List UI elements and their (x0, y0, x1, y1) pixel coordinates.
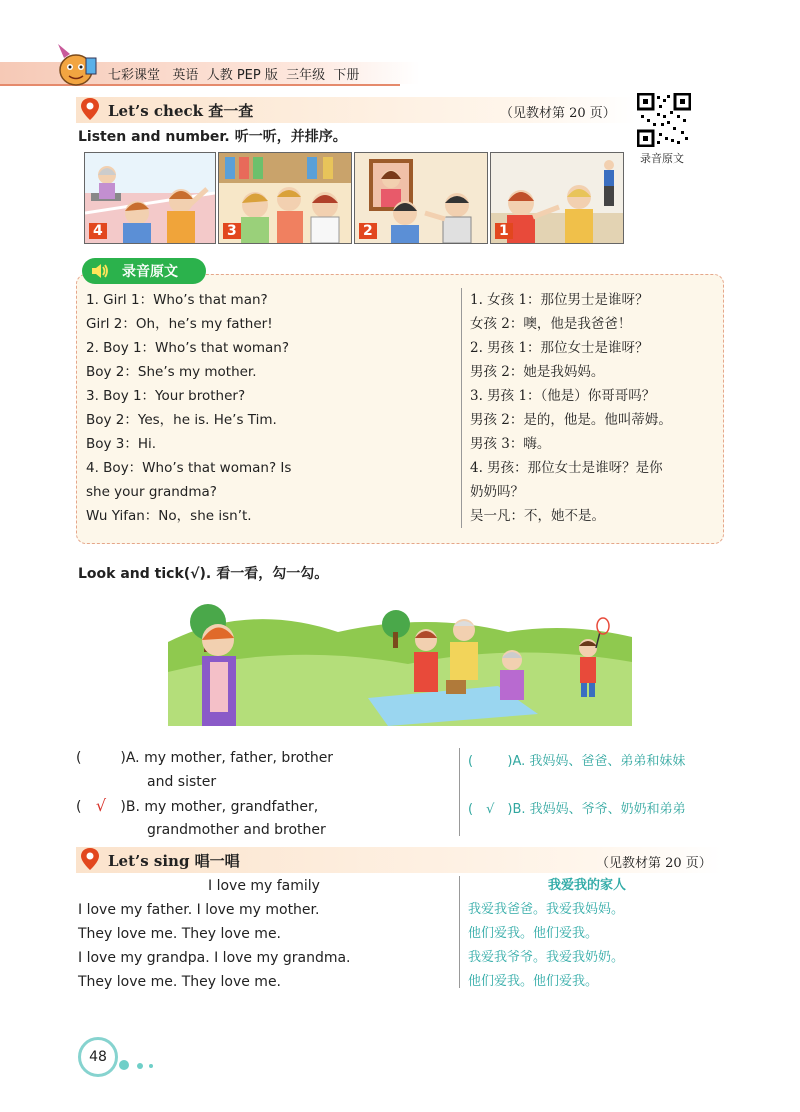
check-instruction-en: Listen and number. (78, 129, 230, 145)
tick-instruction-zh: 看一看，勾一勾。 (216, 566, 329, 582)
option-a-line1: my mother, father, brother (144, 750, 334, 766)
header-grade: 三年级 (286, 68, 326, 83)
speaker-icon (90, 262, 110, 284)
option-b-bracket-close: ) (120, 799, 126, 815)
transcript-divider (461, 288, 462, 528)
transcript-line-en: Boy 2：Yes，he is. He’s Tim. (86, 412, 277, 428)
song-lines-zh (468, 898, 624, 994)
transcript-line-en: Wu Yifan：No，she isn’t. (86, 508, 252, 524)
picture-grandma (84, 152, 216, 244)
transcript-line-zh: 男孩 3：嗨。 (470, 436, 551, 452)
picture-mother (354, 152, 488, 244)
option-b-en (76, 794, 318, 819)
option-a-bracket-close: ) (120, 750, 126, 766)
picture-number: 4 (89, 223, 107, 239)
mascot-icon (50, 40, 102, 92)
qr-label: 录音原文 (640, 152, 684, 165)
transcript-line-zh: 3. 男孩 1：（他是）你哥哥吗？ (470, 388, 656, 404)
picture-brother (218, 152, 352, 244)
location-pin-icon (80, 847, 100, 875)
transcript-line-en: Girl 2：Oh，he’s my father! (86, 316, 273, 332)
song-line-en: They love me. They love me. (78, 926, 282, 942)
song-title-zh: 我爱我的家人 (548, 878, 627, 893)
song-line-zh: 他们爱我。他们爱我。 (468, 926, 599, 941)
option-b-zh (468, 798, 686, 817)
transcript-zh (470, 288, 672, 528)
transcript-line-zh: 女孩 2：噢，他是我爸爸！ (470, 316, 632, 332)
header-subject: 英语 (172, 68, 199, 83)
option-b-line1: my mother, grandfather, (144, 799, 319, 815)
option-b-line2: grandmother and brother (147, 822, 326, 838)
header-edition: 人教 PEP 版 (206, 68, 278, 83)
option-a-label: A. (125, 750, 140, 766)
song-title-en: I love my family (208, 878, 320, 894)
check-section-ref: （见教材第 20 页） (500, 106, 616, 121)
transcript-tag (82, 258, 206, 284)
transcript-line-zh: 2. 男孩 1：那位女士是谁呀？ (470, 340, 649, 356)
transcript-line-en: Boy 2：She’s my mother. (86, 364, 257, 380)
song-line-zh: 我爱我爸爸。我爱我妈妈。 (468, 902, 625, 917)
picture-number: 1 (495, 223, 513, 239)
song-line-zh: 我爱我爷爷。我爱我奶奶。 (468, 950, 625, 965)
song-line-en: They love me. They love me. (78, 974, 282, 990)
transcript-line-zh: 吴一凡：不，她不是。 (470, 508, 605, 524)
page-dots-icon (118, 1056, 158, 1075)
sing-section-title: Let’s sing 唱一唱 (108, 852, 240, 870)
location-pin-icon (80, 97, 100, 125)
transcript-line-zh: 1. 女孩 1：那位男士是谁呀？ (470, 292, 649, 308)
song-lines-en (78, 898, 351, 994)
option-a-bracket-open: ( (76, 750, 82, 766)
check-instruction-zh: 听一听，并排序。 (234, 129, 347, 145)
song-line-en: I love my grandpa. I love my grandma. (78, 950, 351, 966)
transcript-line-zh: 奶奶吗？ (470, 484, 524, 500)
option-b-zh-bracket-open: ( (468, 802, 474, 817)
option-b-label: B. (125, 799, 140, 815)
tick-instruction (78, 563, 328, 583)
header-series: 七彩课堂 (108, 68, 161, 83)
transcript-line-en: 3. Boy 1：Your brother? (86, 388, 246, 404)
option-b-zh-text: B. 我妈妈、爷爷、奶奶和弟弟 (512, 802, 686, 817)
transcript-tag-label: 录音原文 (122, 264, 178, 280)
picture-number: 3 (223, 223, 241, 239)
picture-father (490, 152, 624, 244)
song-line-zh: 他们爱我。他们爱我。 (468, 974, 599, 989)
picture-number: 2 (359, 223, 377, 239)
transcript-line-zh: 男孩 2：是的，他是。他叫蒂姆。 (470, 412, 672, 428)
option-b-bracket-open: ( (76, 799, 82, 815)
options-divider (459, 748, 460, 836)
transcript-line-en: 1. Girl 1：Who’s that man? (86, 292, 268, 308)
transcript-en (86, 288, 291, 528)
option-a-zh (468, 750, 685, 769)
option-a-zh-text: A. 我妈妈、爸爸、弟弟和妹妹 (512, 754, 686, 769)
header-text (108, 64, 359, 83)
page-number: 48 (78, 1037, 118, 1077)
option-b-tick[interactable]: √ (95, 796, 107, 815)
qr-code-icon[interactable] (637, 93, 691, 147)
option-a-zh-bracket-close: ) (507, 754, 513, 769)
transcript-line-en: 2. Boy 1：Who’s that woman? (86, 340, 289, 356)
transcript-line-zh: 男孩 2：她是我妈妈。 (470, 364, 605, 380)
check-section-title: Let’s check 查一查 (108, 102, 254, 120)
family-picnic-illustration (168, 602, 632, 726)
option-b-zh-tick: √ (486, 802, 495, 817)
song-line-en: I love my father. I love my mother. (78, 902, 320, 918)
sing-section-ref: （见教材第 20 页） (596, 856, 712, 871)
header-volume: 下册 (333, 68, 360, 83)
option-b-zh-bracket-close: ) (507, 802, 513, 817)
transcript-line-zh: 4. 男孩：那位女士是谁呀？是你 (470, 460, 663, 476)
song-divider (459, 876, 460, 988)
option-a-en (76, 746, 333, 770)
transcript-line-en: she your grandma? (86, 484, 217, 500)
check-instruction (78, 126, 347, 146)
option-a-line2: and sister (147, 774, 217, 790)
option-a-zh-bracket-open: ( (468, 754, 474, 769)
transcript-line-en: 4. Boy：Who’s that woman? Is (86, 460, 292, 476)
tick-instruction-en: Look and tick(√). (78, 566, 212, 582)
transcript-line-en: Boy 3：Hi. (86, 436, 157, 452)
